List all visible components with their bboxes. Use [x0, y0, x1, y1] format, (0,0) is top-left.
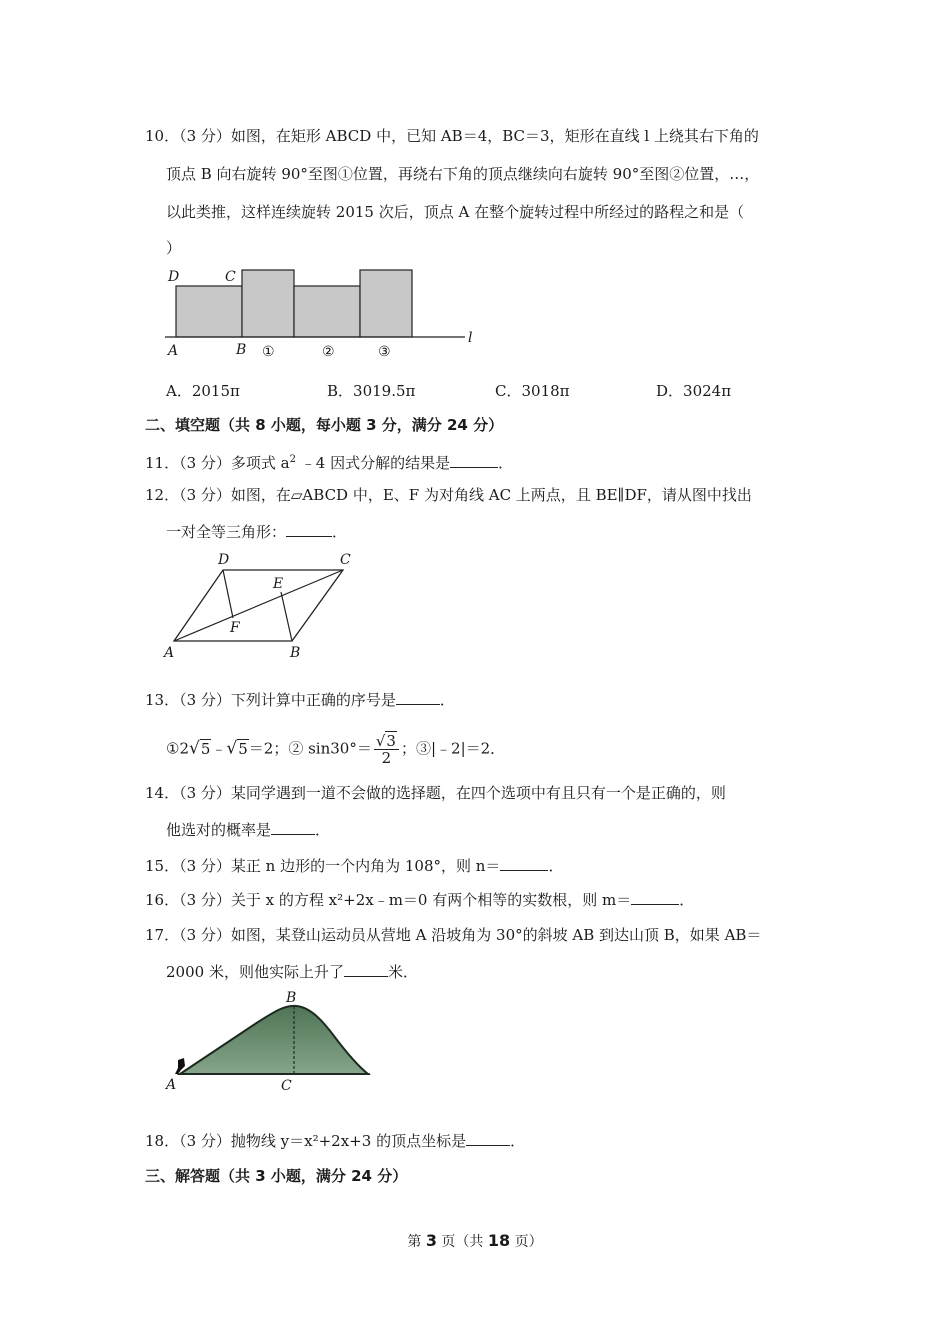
q15-text: 15．（3 分）某正 n 边形的一个内角为 108°，则 n＝ [145, 857, 501, 875]
q17-mountain-figure [160, 990, 380, 1095]
q13-end: ． [439, 691, 455, 709]
q10-line2: 顶点 B 向右旋转 90°至图①位置，再绕右下角的顶点继续向右旋转 90°至图②位置，…， [166, 165, 760, 183]
q18-end: ． [510, 1132, 526, 1150]
label-a: A [164, 645, 175, 661]
q11-pre: 11．（3 分）多项式 a [145, 454, 290, 472]
q13-minus: ﹣ [211, 739, 227, 758]
q14-line2-text: 他选对的概率是 [166, 821, 272, 839]
footer-pre: 第 [407, 1234, 426, 1250]
label-b: B [286, 990, 297, 1006]
q13-fraction [374, 733, 399, 766]
q18-text: 18．（3 分）抛物线 y＝x²+2x+3 的顶点坐标是 [145, 1132, 467, 1150]
section-2-heading: 二、填空题（共 8 小题，每小题 3 分，满分 24 分） [145, 416, 504, 434]
q18-answer-blank[interactable] [466, 1131, 510, 1146]
q16-text: 16．（3 分）关于 x 的方程 x²+2x﹣m＝0 有两个相等的实数根，则 m＝ [145, 891, 632, 909]
label-circle-1: ① [262, 344, 275, 360]
label-l: l [468, 330, 473, 346]
sqrt-sign-icon: √ [189, 738, 200, 759]
page-footer [0, 1231, 950, 1251]
q14-answer-blank[interactable] [271, 820, 315, 835]
label-c: C [281, 1078, 292, 1094]
q18-line [145, 1131, 525, 1151]
label-e: E [273, 576, 284, 592]
rect-position-2 [294, 286, 360, 337]
label-a: A [168, 343, 179, 359]
q17-line2 [166, 962, 418, 982]
label-b: B [290, 645, 301, 661]
q10-line1: 10．（3 分）如图，在矩形 ABCD 中，已知 AB＝4，BC＝3，矩形在直线 l 上绕其右下角的 [145, 127, 759, 145]
q12-line2 [166, 522, 347, 542]
q13-radicand-5a: 5 [200, 739, 211, 758]
q12-line2-text: 一对全等三角形： [166, 523, 287, 541]
q10-choice-d: D．3024π [656, 382, 732, 400]
q13-options [166, 733, 505, 766]
q13-opt3: ；③|﹣2|＝2． [400, 739, 506, 758]
q12-answer-blank[interactable] [286, 522, 332, 537]
q16-answer-blank[interactable] [631, 890, 679, 905]
q14-line2 [166, 820, 330, 840]
q11-answer-blank[interactable] [450, 453, 498, 468]
q16-end: ． [679, 891, 695, 909]
footer-mid: 页（共 [436, 1234, 488, 1250]
q10-choice-a: A．2015π [166, 382, 240, 400]
mountain-shape [180, 1006, 368, 1074]
q13-fraction-den: 2 [381, 749, 392, 767]
label-b: B [236, 342, 247, 358]
footer-total-pages: 18 [487, 1231, 511, 1250]
q13-fraction-num [374, 733, 399, 750]
q13-radicand-3: 3 [386, 732, 396, 750]
q17-line1: 17．（3 分）如图，某登山运动员从营地 A 沿坡角为 30°的斜坡 AB 到达山顶 B，如果 AB＝ [145, 926, 762, 944]
q17-answer-blank[interactable] [344, 962, 388, 977]
label-circle-2: ② [322, 344, 335, 360]
q12-end: ． [332, 523, 348, 541]
label-d: D [168, 269, 180, 285]
q13-radicand-5b: 5 [238, 739, 248, 758]
q10-choice-b: B．3019.5π [327, 382, 416, 400]
q13-opt1-eq: ＝2；② sin30°＝ [248, 739, 372, 758]
q11-end: ． [498, 454, 514, 472]
rect-position-1 [242, 270, 294, 337]
footer-post: 页） [510, 1234, 543, 1250]
q16-line [145, 890, 694, 910]
q11-post: ﹣4 因式分解的结果是 [296, 454, 451, 472]
q10-line4: ） [166, 239, 182, 257]
section-3-heading: 三、解答题（共 3 小题，满分 24 分） [145, 1167, 408, 1185]
q12-line1: 12．（3 分）如图，在▱ABCD 中，E、F 为对角线 AC 上两点，且 BE∥DF，请从图中找出 [145, 486, 752, 504]
label-d: D [218, 552, 230, 568]
q17-line2-text: 2000 米，则他实际上升了 [166, 963, 344, 981]
segment-df [223, 570, 233, 618]
q10-line3: 以此类推，这样连续旋转 2015 次后，顶点 A 在整个旋转过程中所经过的路程之和是（ [166, 203, 745, 221]
label-c: C [225, 269, 236, 285]
q15-end: ． [548, 857, 564, 875]
sqrt-sign-icon: √ [375, 732, 386, 750]
label-a: A [166, 1077, 177, 1093]
q11-line [145, 450, 513, 473]
footer-page-number: 3 [425, 1231, 437, 1250]
sqrt-sign-icon: √ [226, 738, 238, 759]
label-circle-3: ③ [378, 344, 391, 360]
q12-parallelogram-figure [160, 548, 360, 663]
q13-text: 13．（3 分）下列计算中正确的序号是 [145, 691, 396, 709]
label-c: C [340, 552, 351, 568]
q11-sup: 2 [289, 454, 296, 465]
q15-line [145, 856, 563, 876]
q13-opt1-pre: ①2 [166, 739, 189, 758]
q14-line1: 14．（3 分）某同学遇到一道不会做的选择题，在四个选项中有且只有一个是正确的，则 [145, 784, 726, 802]
rect-position-3 [360, 270, 412, 337]
label-f: F [230, 620, 240, 636]
q15-answer-blank[interactable] [500, 856, 548, 871]
q10-choice-c: C．3018π [495, 382, 570, 400]
q13-line1 [145, 690, 455, 710]
q17-end: 米． [387, 963, 418, 981]
segment-be [281, 592, 292, 641]
rect-abcd [176, 286, 242, 337]
q10-rotation-figure [160, 262, 490, 362]
q13-answer-blank[interactable] [396, 690, 440, 705]
q14-end: ． [315, 821, 331, 839]
